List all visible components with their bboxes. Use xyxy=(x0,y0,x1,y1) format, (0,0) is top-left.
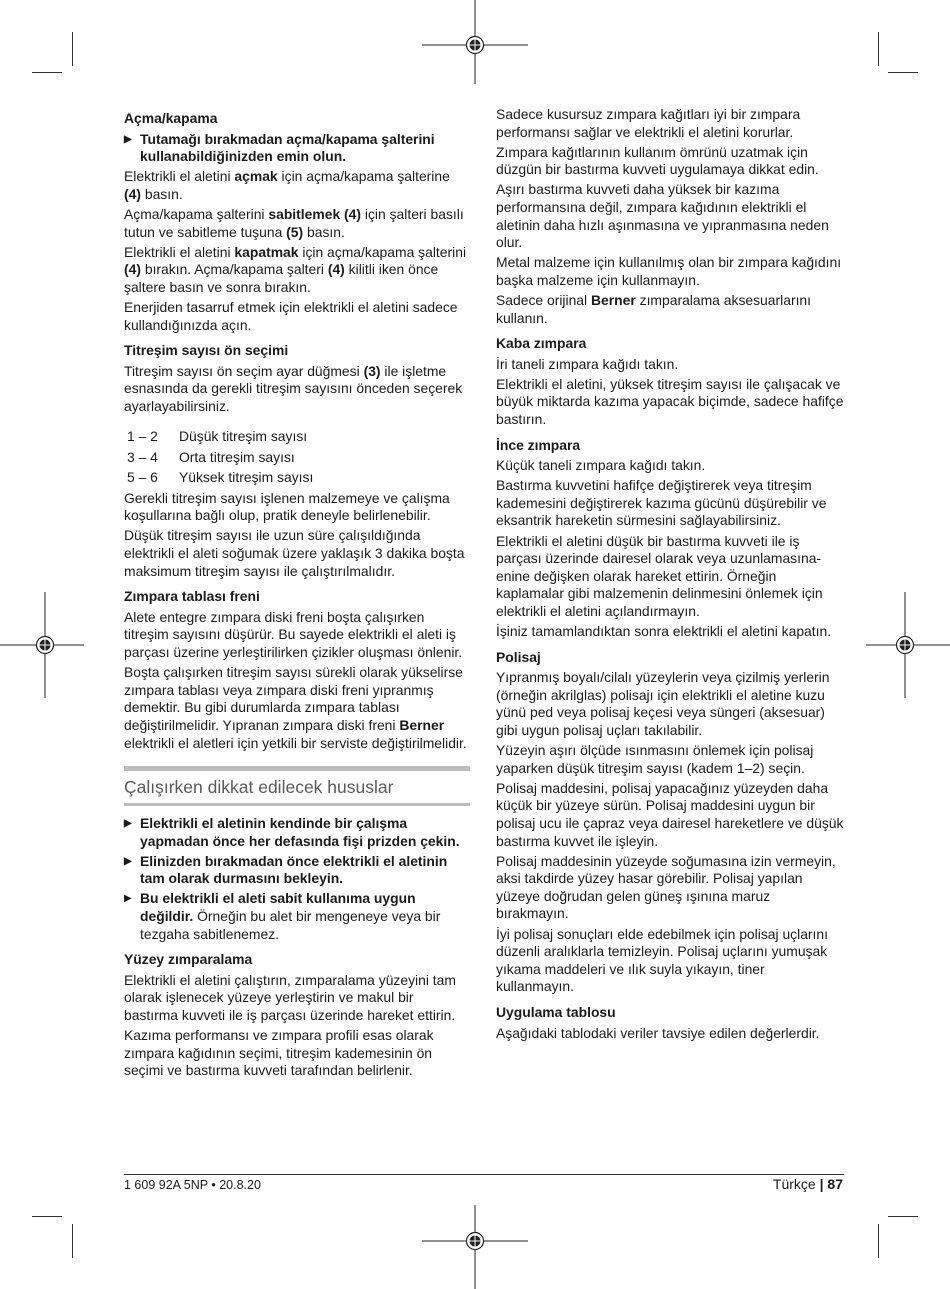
vibration-level-label: Düşük titreşim sayısı xyxy=(179,428,308,444)
vibration-level-row xyxy=(124,449,470,467)
heading-vibration-preselection: Titreşim sayısı ön seçimi xyxy=(124,342,289,359)
warning-not-stationary: ▶ Bu elektrikli el aleti sabit kullanıma uygun değildir. Örneğin bu alet bir mengeneye veya bir tezgaha sabitlenemez. xyxy=(124,890,470,943)
crop-mark xyxy=(878,1224,879,1258)
vibration-level-label: Yüksek titreşim sayısı xyxy=(179,469,314,486)
paragraph-switch-off: Elektrikli el aletini kapatmak için açma/kapama şalterini (4) bırakın. Açma/kapama şalteri (4) kilitli iken önce şaltere basın ve sonra bırakın. xyxy=(124,243,467,295)
paragraph-switch-on: Elektrikli el aletini açmak için açma/kapama şalterine (4) basın. xyxy=(124,168,450,202)
paragraph-vibration-preselection: Titreşim sayısı ön seçim ayar düğmesi (3) ile işletme esnasında da gerekli titreşim sayısını önceden seçerek ayarlayabilirsiniz. xyxy=(124,362,463,414)
paragraph-polish-1: Yıpranmış boyalı/cilalı yüzeylerin veya çizilmiş yerlerin (örneğin akrilglas) polisajı için elektrikli el aletine kuzu yünü ped veya polisaj keçesi veya süngeri (aksesuar) gibi uygun polisaj uçları takılabilir. xyxy=(496,669,830,738)
heading-surface-sanding: Yüzey zımparalama xyxy=(124,951,253,968)
paragraph-sandpaper-quality: Sadece kusursuz zımpara kağıtları iyi bir zımpara performansı sağlar ve elektrikli el aletini korurlar. xyxy=(496,106,801,140)
warning-unplug: ▶ Elektrikli el aletinin kendinde bir çalışma yapmadan önce her defasında fişi prizden çekin. xyxy=(124,815,470,850)
paragraph-sandpaper-life: Zımpara kağıtlarının kullanım ömrünü uzatmak için düzgün bir bastırma kuvveti uygulamaya dikkat edin. xyxy=(496,143,819,178)
footer-rule xyxy=(124,1174,844,1175)
registration-mark-icon xyxy=(420,1199,530,1289)
heading-fine-sanding: İnce zımpara xyxy=(496,436,581,453)
paragraph-surface-sanding-1: Elektrikli el aletini çalıştırın, zımparalama yüzeyini tam olarak işlenecek yüzeye yerleştirin ve makul bir bastırma kuvveti ile iş parçası üzerinde hareket ettirin. xyxy=(124,971,456,1024)
crop-mark xyxy=(32,1216,62,1217)
section-title-working-advice: Çalışırken dikkat edilecek hususlar xyxy=(124,766,470,806)
left-column xyxy=(124,106,470,1082)
footer-page-info xyxy=(773,1176,843,1192)
paragraph-energy-saving: Enerjiden tasarruf etmek için elektrikli el aletini sadece kullandığınızda açın. xyxy=(124,298,458,333)
crop-mark xyxy=(888,1216,918,1217)
registration-mark-icon xyxy=(0,590,90,700)
paragraph-surface-sanding-2: Kazıma performansı ve zımpara profili esas olarak zımpara kağıdının seçimi, titreşim kademesinin ön seçimi ve bastırma kuvveti tarafından belirlenir. xyxy=(124,1027,434,1079)
paragraph-low-vibration-cooling: Düşük titreşim sayısı ile uzun süre çalışıldığında elektrikli el aleti soğumak üzere yaklaşık 3 dakika boşta maksimum titreşim sayısı ile çalıştırılmalıdır. xyxy=(124,527,465,579)
paragraph-metal-sandpaper: Metal malzeme için kullanılmış olan bir zımpara kağıdını başka malzeme için kullanmayın. xyxy=(496,254,842,288)
paragraph-fine-4: İşiniz tamamlandıktan sonra elektrikli el aletini kapatın. xyxy=(496,623,832,640)
warning-wait-stop: ▶ Elinizden bırakmadan önce elektrikli el aletinin tam olarak durmasını bekleyin. xyxy=(124,853,470,888)
vibration-level-range: 3 – 4 xyxy=(127,448,158,465)
right-column xyxy=(496,106,844,1045)
vibration-level-label: Orta titreşim sayısı xyxy=(179,448,295,465)
paragraph-coarse-1: İri taneli zımpara kağıdı takın. xyxy=(496,355,679,372)
paragraph-polish-5: İyi polisaj sonuçları elde edebilmek için polisaj uçlarını düzenli aralıklarla temizleyin. Polisaj uçlarını yumuşak yıkama maddeleri ve ılık suyla yıkayın, tiner kullanmayın. xyxy=(496,925,828,995)
paragraph-original-accessories: Sadece orijinal Berner zımparalama aksesuarlarını kullanın. xyxy=(496,291,812,326)
crop-mark xyxy=(888,72,918,73)
registration-mark-icon xyxy=(420,0,530,90)
vibration-level-range: 5 – 6 xyxy=(127,469,158,486)
paragraph-coarse-2: Elektrikli el aletini, yüksek titreşim sayısı ile çalışacak ve büyük miktarda kazıma yapacak biçimde, sadece hafifçe bastırın. xyxy=(496,375,844,427)
heading-power: Açma/kapama xyxy=(124,110,218,126)
heading-coarse-sanding: Kaba zımpara xyxy=(496,335,587,352)
page-number: 87 xyxy=(827,1176,843,1192)
paragraph-polish-3: Polisaj maddesini, polisaj yapacağınız yüzeyden daha küçük bir yüzeye sürün. Polisaj maddesini uygun bir polisaj ucu ile çapraz veya dairesel hareketlere ve düşük bastırma kuvvet ile işleyin. xyxy=(496,779,844,849)
crop-mark xyxy=(72,32,73,66)
paragraph-polish-2: Yüzeyin aşırı ölçüde ısınmasını önlemek için polisaj yaparken düşük titreşim sayısı (kadem 1–2) seçin. xyxy=(496,742,814,776)
crop-mark xyxy=(878,32,879,66)
crop-mark xyxy=(72,1224,73,1258)
footer-separator: | xyxy=(819,1176,824,1192)
paragraph-fine-3: Elektrikli el aletini düşük bir bastırma kuvveti ile iş parçası üzerinde dairesel olarak veya uzunlamasına-enine değişken olarak hareket ettirin. Örneğin kaplamalar gibi malzemenin delinmesini önlemek için elektrikli el aletini açılandırmayın. xyxy=(496,532,823,619)
paragraph-vibration-dependency: Gerekli titreşim sayısı işlenen malzemeye ve çalışma koşullarına bağlı olup, pratik deneyle belirlenebilir. xyxy=(124,489,450,524)
paragraph-application-table: Aşağıdaki tablodaki veriler tavsiye edilen değerlerdir. xyxy=(496,1024,820,1041)
warning-grip-switch: ▶ Tutamağı bırakmadan açma/kapama şalterini kullanabildiğinizden emin olun. xyxy=(124,131,470,166)
footer-language: Türkçe xyxy=(772,1176,816,1192)
paragraph-excess-pressure: Aşırı bastırma kuvveti daha yüksek bir kazıma performansına değil, zımpara kağıdının elektrikli el aletinin daha hızlı aşınmasına ve yıpranmasına neden olur. xyxy=(496,181,829,251)
crop-mark xyxy=(32,72,62,73)
paragraph-brake-wear: Boşta çalışırken titreşim sayısı sürekli olarak yükselirse zımpara tablası veya zımpara diski freni yıpranmış demektir. Bu gibi durumlarda zımpara tablası değiştirilmelidir. Yıpranan zımpara diski freni Berner elektrikli el aletleri için yetkili bir serviste değiştirilmelidir. xyxy=(124,664,467,751)
paragraph-fine-2: Bastırma kuvvetini hafifçe değiştirerek veya titreşim kademesini değiştirerek kazıma gücünü düşürebilir ve eksantrik hareketin sürmesini sağlayabilirsiniz. xyxy=(496,477,827,529)
paragraph-brake-function: Alete entegre zımpara diski freni boşta çalışırken titreşim sayısını düşürür. Bu sayede elektrikli el aleti iş parçası üzerine yerleştirilirken çizikler oluşması önlenir. xyxy=(124,608,463,661)
paragraph-fine-1: Küçük taneli zımpara kağıdı takın. xyxy=(496,457,706,474)
heading-sanding-plate-brake: Zımpara tablası freni xyxy=(124,588,260,605)
vibration-level-range: 1 – 2 xyxy=(127,428,158,444)
vibration-level-row xyxy=(124,428,470,446)
registration-mark-icon xyxy=(860,590,950,700)
heading-polishing: Polisaj xyxy=(496,648,541,665)
heading-application-table: Uygulama tablosu xyxy=(496,1003,616,1020)
paragraph-lock-switch: Açma/kapama şalterini sabitlemek (4) için şalteri basılı tutun ve sabitleme tuşuna (5) basın. xyxy=(124,205,464,240)
vibration-level-row xyxy=(124,469,470,487)
paragraph-polish-4: Polisaj maddesinin yüzeyde soğumasına izin vermeyin, aksi takdirde yüzey hasar görebilir. Polisaj yapılan yüzeye doğrudan gelen güneş ışınına maruz bırakmayın. xyxy=(496,852,836,922)
footer-document-code: 1 609 92A 5NP • 20.8.20 xyxy=(124,1178,261,1192)
